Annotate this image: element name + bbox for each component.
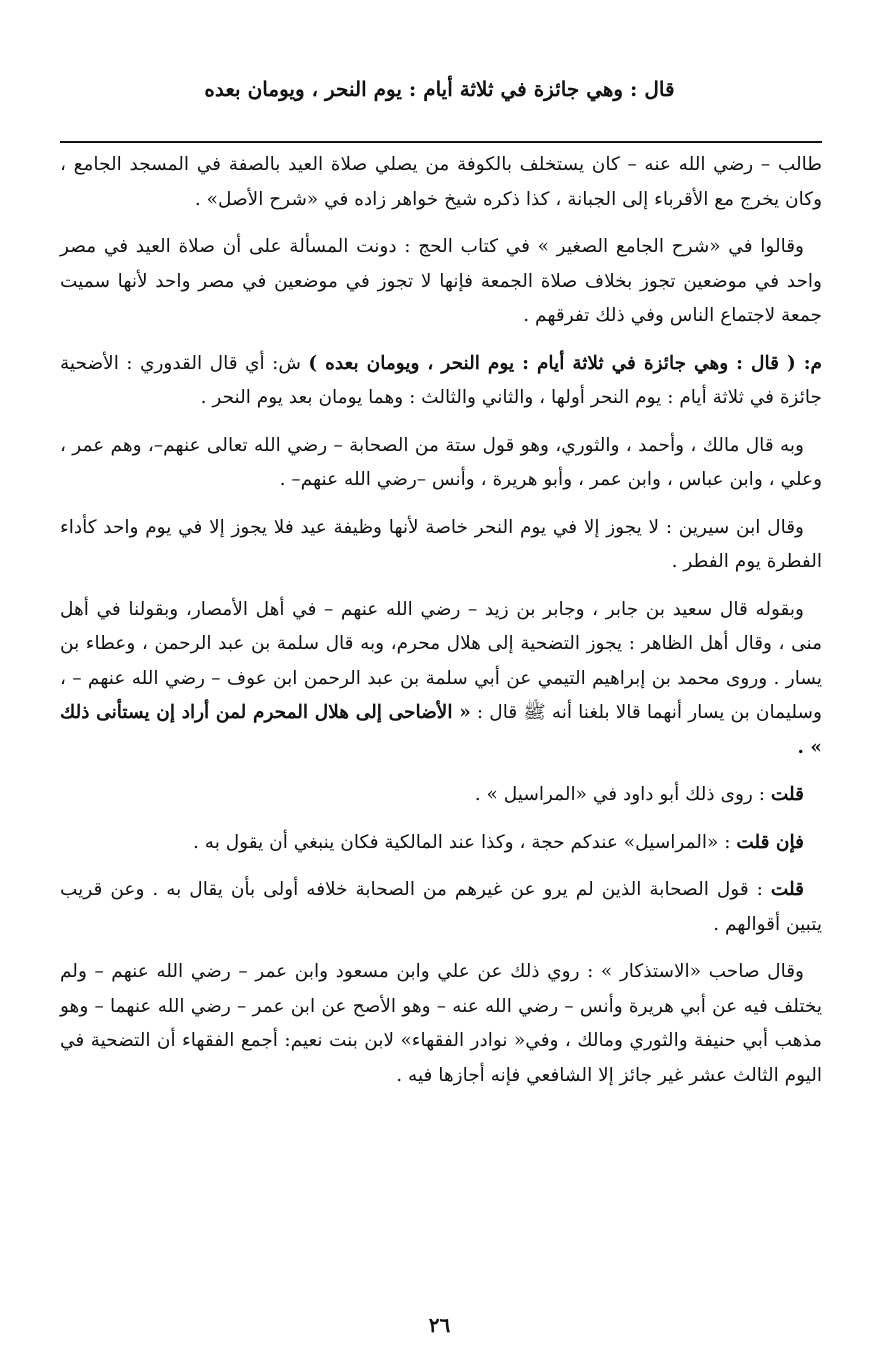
paragraph-qult [60,778,822,813]
paragraph-text: : روى ذلك أبو داود في «المراسيل » . [474,784,771,805]
paragraph [60,955,822,1093]
paragraph-qult [60,873,822,942]
paragraph [60,511,822,580]
paragraph [60,230,822,334]
keyword-qult: قلت [770,879,804,900]
body-text [60,148,822,1106]
keyword-qult: قلت [770,784,804,805]
page-number: ٢٦ [428,1313,451,1337]
matn-quote: م: ( قال : وهي جائزة في ثلاثة أيام : يوم النحر ، ويومان بعده ) [308,352,822,374]
paragraph [60,429,822,498]
running-head: قال : وهي جائزة في ثلاثة أيام : يوم النحر ، ويومان بعده [204,77,675,101]
paragraph-text: وبه قال مالك ، وأحمد ، والثوري، وهو قول ستة من الصحابة – رضي الله تعالى عنهم–، وهم عمر ، وعلي ، وابن عباس ، وابن عمر ، وأبو هريرة ، وأنس –رضي الله عنهم– . [60,434,822,490]
paragraph-text: : قول الصحابة الذين لم يرو عن غيرهم من الصحابة خلافه أولى بأن يقال به . وعن قريب يتبين أقوالهم . [60,879,822,935]
paragraph-text: وقالوا في «شرح الجامع الصغير » في كتاب الحج : دونت المسألة على أن صلاة العيد في مصر واحد في موضعين تجوز بخلاف صلاة الجمعة فإنها لا تجوز في موضعين في مصر واحد لأنها سميت جمعة لاجتماع الناس وفي ذلك تفرقهم . [60,236,822,326]
paragraph-fain-qult [60,826,822,861]
paragraph-text: ش: أي قال القدوري : الأضحية جائزة في ثلاثة أيام : يوم النحر أولها ، والثاني والثالث : وهما يومان بعد يوم النحر . [60,352,822,408]
hadith-quote: « الأضاحى إلى هلال المحرم لمن أراد إن يستأنى ذلك » . [60,702,822,758]
paragraph-text: : «المراسيل» عندكم حجة ، وكذا عند المالكية فكان ينبغي أن يقول به . [193,831,737,853]
paragraph-text: وقال ابن سيرين : لا يجوز إلا في يوم النحر خاصة لأنها وظيفة عيد فلا يجوز إلا في يوم واحد كأداء الفطرة يوم الفطر . [60,516,822,572]
header-rule [60,141,822,143]
paragraph-text: وقال صاحب «الاستذكار » : روي ذلك عن علي وابن مسعود وابن عمر – رضي الله عنهم – ولم يختلف فيه عن أبي هريرة وأنس – رضي الله عنه – وهو الأصح عن ابن عمر – رضي الله عنهما – وهو مذهب أبي حنيفة والثوري ومالك ، وفي« نوادر الفقهاء» لابن بنت نعيم: أجمع الفقهاء أن التضحية في اليوم الثالث عشر غير جائز إلا الشافعي فإنه أجازها فيه . [60,961,822,1086]
paragraph-text: طالب – رضي الله عنه – كان يستخلف بالكوفة من يصلي صلاة العيد بالصفة في المسجد الجامع ، وكان يخرج مع الأقرباء إلى الجبانة ، كذا ذكره شيخ خواهر زاده في «شرح الأصل» . [60,154,822,210]
paragraph-matn [60,347,822,416]
paragraph-text: وبقوله قال سعيد بن جابر ، وجابر بن زيد – رضي الله عنهم – في أهل الأمصار، وبقولنا في أهل منى ، وقال أهل الظاهر : يجوز التضحية إلى هلال محرم، وبه قال سلمة بن عبد الرحمن ، وعطاء بن يسار . وروى محمد بن إبراهيم التيمي عن أبي سلمة بن عبد الرحمن ابن عوف – رضي الله عنهم – ، وسليمان بن يسار أنهما قالا بلغنا أنه ﷺ قال : [60,598,822,723]
paragraph [60,593,822,766]
keyword-fain-qult: فإن قلت [736,831,804,853]
paragraph [60,148,822,217]
